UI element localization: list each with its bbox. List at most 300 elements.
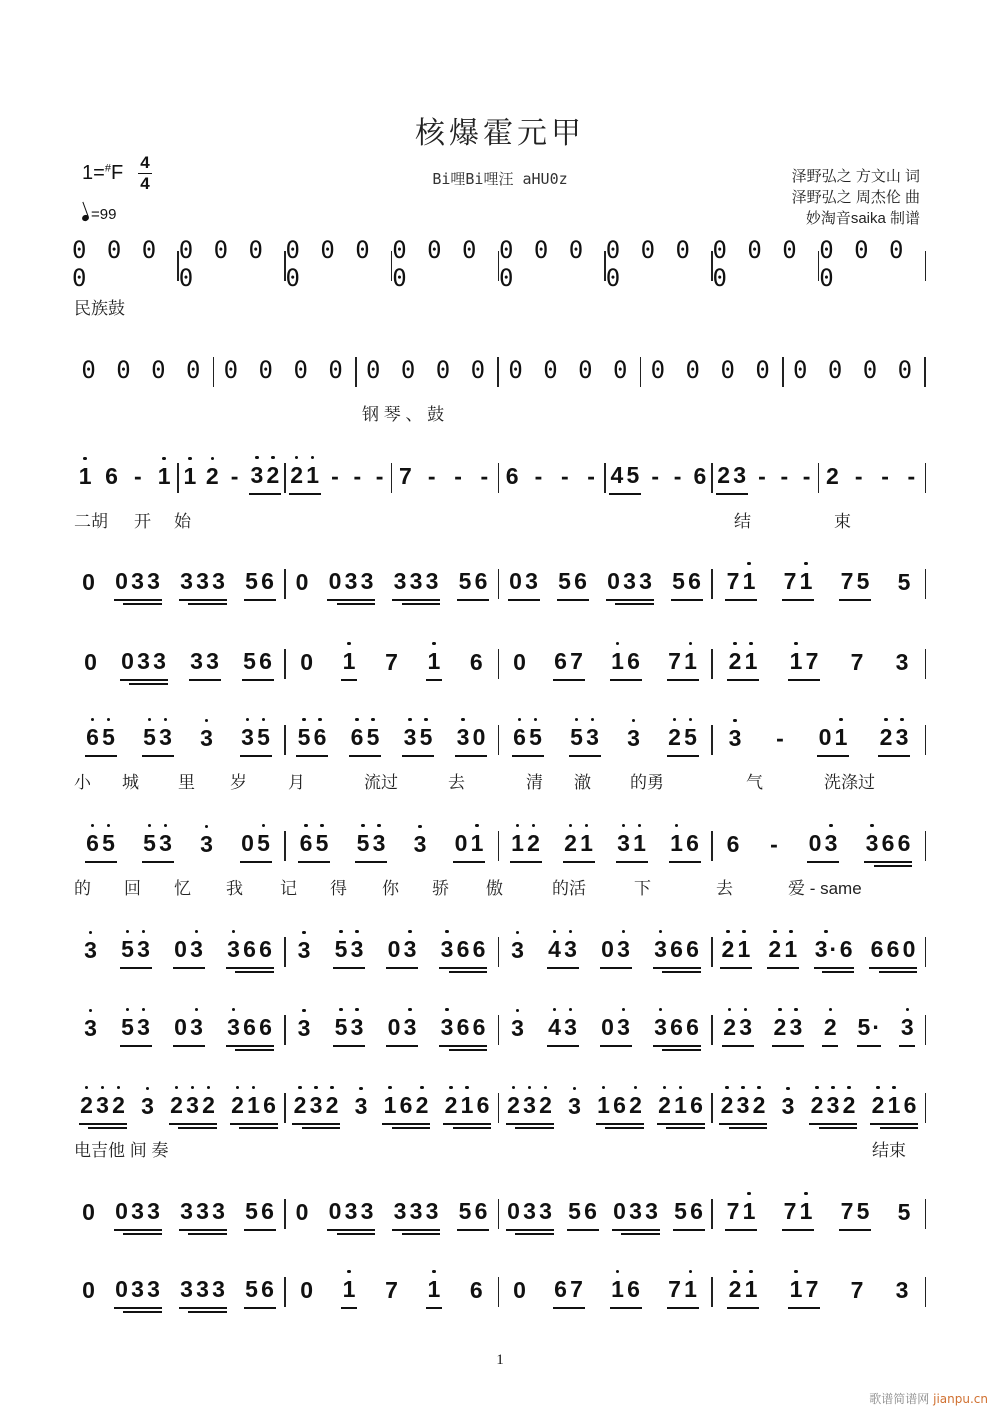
beat-group xyxy=(647,463,663,494)
beat-group xyxy=(468,1277,484,1308)
note: 2 xyxy=(629,1091,642,1118)
note: 2 xyxy=(658,1091,671,1118)
note: 1 xyxy=(789,1275,803,1302)
staff-row xyxy=(72,644,926,684)
note: 3 xyxy=(728,724,742,751)
note: 2 xyxy=(879,723,893,750)
note: 1 xyxy=(834,723,848,750)
beat-group xyxy=(327,1198,375,1231)
note: 1 xyxy=(597,1091,610,1118)
note: 6 xyxy=(313,723,327,750)
note: 2 xyxy=(290,461,304,488)
note: 3 xyxy=(617,935,630,962)
note: 3 xyxy=(440,935,454,962)
note: 1 xyxy=(427,647,441,674)
note: 3 xyxy=(627,724,640,751)
note: 5 xyxy=(674,1197,687,1224)
beat-group xyxy=(182,463,198,494)
beat-group xyxy=(772,725,788,756)
beat-group xyxy=(114,1276,162,1309)
beat-group xyxy=(230,1092,278,1125)
note: 3 xyxy=(241,723,254,750)
note: 5 xyxy=(257,723,270,750)
lyric-text: 清 xyxy=(526,773,543,792)
lyric-text: 去 xyxy=(448,773,465,792)
note: 1 xyxy=(684,1275,697,1302)
barline xyxy=(925,649,927,679)
note: 5 xyxy=(257,829,270,856)
lyrics-line xyxy=(74,294,924,318)
beat-group xyxy=(727,1276,759,1309)
measure xyxy=(606,458,711,498)
note: 3 xyxy=(350,1013,364,1040)
beat-group xyxy=(583,463,599,494)
note: 2 xyxy=(527,829,540,856)
note: 7 xyxy=(805,647,819,674)
note: 5 xyxy=(626,461,640,488)
beat-group xyxy=(294,569,310,600)
beat-group xyxy=(557,463,573,494)
barline xyxy=(925,1093,927,1123)
note: 0 xyxy=(82,1276,95,1303)
beat-group xyxy=(382,1092,430,1125)
note: 5 xyxy=(672,567,685,594)
beat-group xyxy=(114,1198,162,1231)
note: 3 xyxy=(196,1275,209,1302)
note: 5 xyxy=(334,935,348,962)
beat-group xyxy=(103,463,119,494)
note: 3 xyxy=(440,1013,454,1040)
note: 0 xyxy=(300,1276,314,1303)
beat-group xyxy=(130,463,146,494)
note: 0 xyxy=(902,935,916,962)
beat-group xyxy=(878,724,910,757)
beat-group xyxy=(189,648,221,681)
beat-group xyxy=(81,1277,97,1308)
lyric-text: 钢 琴 、 鼓 xyxy=(362,405,445,424)
credits xyxy=(792,166,920,229)
note: 4 xyxy=(610,461,624,488)
note: 6 xyxy=(627,647,640,674)
note: 3 xyxy=(196,1197,209,1224)
note: 0 xyxy=(328,1197,342,1224)
measure xyxy=(72,1010,284,1050)
beat-group xyxy=(670,463,686,494)
note: 7 xyxy=(668,1275,681,1302)
beat-group xyxy=(327,568,375,601)
beat-group xyxy=(240,830,272,863)
note: 7 xyxy=(570,1275,583,1302)
note: 0 xyxy=(328,567,342,594)
note: 1 xyxy=(78,462,92,489)
note: 3 xyxy=(539,1197,552,1224)
staff-row xyxy=(72,236,926,292)
note: 3 xyxy=(523,1197,536,1224)
measure xyxy=(392,458,497,498)
beat-group xyxy=(199,725,215,756)
lyricist-credit: 泽野弘之 方文山 词 xyxy=(791,168,920,185)
lyric-text: 记 xyxy=(280,879,297,898)
measure xyxy=(179,458,284,498)
measure xyxy=(712,236,818,292)
beat-group xyxy=(226,936,274,969)
note: 3 xyxy=(200,830,213,857)
beat-group xyxy=(457,1198,489,1231)
beat-group: 0 0 0 0 xyxy=(499,236,587,292)
note: 0 xyxy=(84,648,97,675)
note: 2 xyxy=(826,462,839,489)
beat-group xyxy=(896,569,912,600)
note: 2 xyxy=(871,1091,885,1118)
note: 6 xyxy=(261,1275,274,1302)
note: 3 xyxy=(895,648,909,675)
note: 2 xyxy=(539,1091,552,1118)
note: 3 xyxy=(511,936,524,963)
note: 1 xyxy=(183,462,197,489)
note: 3 xyxy=(190,935,203,962)
beat-group xyxy=(355,830,387,863)
note: 3 xyxy=(159,829,172,856)
note: 0 xyxy=(387,935,401,962)
note: 5 xyxy=(356,829,370,856)
note: 7 xyxy=(850,1276,864,1303)
beat-group xyxy=(903,463,919,494)
measure xyxy=(72,1194,284,1234)
note: 1 xyxy=(799,567,813,594)
note: 2 xyxy=(810,1091,824,1118)
beat-group xyxy=(809,1092,857,1125)
note: 0 xyxy=(607,567,620,594)
beat-group xyxy=(443,1092,491,1125)
note: 3 xyxy=(456,723,470,750)
note: 3 xyxy=(212,1197,225,1224)
note: 0 xyxy=(613,1197,626,1224)
note: 3 xyxy=(186,1091,199,1118)
beat-group xyxy=(782,1198,814,1231)
note: 1 xyxy=(742,567,756,594)
note: 0 xyxy=(513,1276,526,1303)
lyrics-line xyxy=(74,874,924,898)
beat-group xyxy=(292,1092,340,1125)
note: 3 xyxy=(360,1197,374,1224)
note: 3 xyxy=(623,567,636,594)
beat-group xyxy=(453,830,485,863)
note: 6 xyxy=(686,1013,699,1040)
note: 1 xyxy=(247,1091,260,1118)
beat-group xyxy=(468,649,484,680)
beat-group xyxy=(179,568,227,601)
note: 5 xyxy=(121,1013,134,1040)
note: 3 xyxy=(297,936,311,963)
beat-group xyxy=(894,649,910,680)
measure xyxy=(499,644,711,684)
measure xyxy=(286,458,391,498)
note: 2 xyxy=(231,1091,244,1118)
beat-group xyxy=(140,1093,156,1124)
note: 3 xyxy=(617,829,630,856)
lyric-text: 的 xyxy=(74,879,91,898)
lyrics-line xyxy=(74,507,924,531)
lyric-text: 你 xyxy=(382,879,399,898)
note: 3 xyxy=(212,1275,225,1302)
beat-group xyxy=(240,724,272,757)
beat-group xyxy=(120,936,152,969)
note: 5 xyxy=(102,723,115,750)
beat-group xyxy=(299,1277,315,1308)
note: 2 xyxy=(170,1091,183,1118)
note: 3 xyxy=(147,567,160,594)
note: 3 xyxy=(297,1014,311,1041)
key-note: F xyxy=(110,162,124,184)
note: 5 xyxy=(334,1013,348,1040)
beat-group xyxy=(567,1198,599,1231)
lyric-text: 开 xyxy=(134,512,151,531)
note: - xyxy=(881,462,889,489)
note: 6 xyxy=(686,935,699,962)
note: 6 xyxy=(263,1091,276,1118)
beat-group: 0 0 0 0 xyxy=(650,356,773,384)
beat-group xyxy=(767,936,799,969)
note: 1 xyxy=(580,829,593,856)
beat-group xyxy=(510,1015,526,1046)
note: 0 xyxy=(300,648,314,675)
beat-group xyxy=(455,724,487,757)
measure xyxy=(713,1088,925,1128)
note: 5 xyxy=(315,829,329,856)
note: 3 xyxy=(403,723,417,750)
lyric-text: 爱 - same xyxy=(788,879,862,898)
measure xyxy=(72,644,284,684)
measure xyxy=(499,352,640,392)
note: 3 xyxy=(568,1092,581,1119)
beat-group xyxy=(426,1276,442,1309)
note: 0 xyxy=(295,568,309,595)
note: 3 xyxy=(350,935,364,962)
beat-group xyxy=(788,648,820,681)
beat-group xyxy=(179,1276,227,1309)
beat-group xyxy=(671,568,703,601)
note: 4 xyxy=(548,935,561,962)
lyric-text: 里 xyxy=(178,773,195,792)
note: - xyxy=(758,462,766,489)
beat-group xyxy=(289,462,321,495)
lyric-text: 电吉他 间 奏 xyxy=(74,1141,169,1160)
note: 3 xyxy=(409,1197,423,1224)
note: 2 xyxy=(293,1091,307,1118)
beat-group: 0 0 0 0 xyxy=(178,236,266,292)
note: 6 xyxy=(554,1275,567,1302)
measure xyxy=(713,458,818,498)
note: 0 xyxy=(174,935,187,962)
beat-group xyxy=(85,830,117,863)
measure xyxy=(286,1272,498,1312)
note: 3 xyxy=(137,1013,150,1040)
note: 3 xyxy=(629,1197,642,1224)
note: 3 xyxy=(781,1092,795,1119)
lyrics-line xyxy=(74,1136,924,1160)
note: 6 xyxy=(476,1091,490,1118)
beat-group xyxy=(822,1014,838,1047)
beat-group xyxy=(512,649,528,680)
beat-group xyxy=(839,568,871,601)
watermark: 歌谱简谱网 jianpu.cn xyxy=(869,1392,988,1406)
note: - xyxy=(454,462,462,489)
barline xyxy=(925,1277,927,1307)
note: 6 xyxy=(299,829,313,856)
staff-row xyxy=(72,1088,926,1128)
measure xyxy=(286,932,498,972)
note: 5 · xyxy=(858,1014,880,1041)
measure xyxy=(819,458,924,498)
note: 1 xyxy=(460,1091,474,1118)
measure xyxy=(72,236,177,292)
staff-row xyxy=(72,1010,926,1050)
note: 7 xyxy=(385,1276,398,1303)
note: 3 xyxy=(137,647,150,674)
note: 2 xyxy=(842,1091,856,1118)
note: 3 xyxy=(403,935,417,962)
note: - xyxy=(673,462,682,489)
note: 5 xyxy=(143,829,156,856)
beat-group xyxy=(849,1277,865,1308)
measure xyxy=(72,352,213,392)
note: 3 xyxy=(739,1013,753,1040)
measure xyxy=(72,1088,284,1128)
note: - xyxy=(375,462,384,489)
note: 6 xyxy=(472,935,486,962)
beat-group xyxy=(553,1276,585,1309)
note: 5 xyxy=(529,723,542,750)
barline xyxy=(925,1015,927,1045)
note: 0 xyxy=(241,829,254,856)
measure xyxy=(286,564,498,604)
note: 7 xyxy=(783,1197,797,1224)
beat-group xyxy=(372,463,388,494)
note: 3 xyxy=(344,567,358,594)
measure xyxy=(713,564,925,604)
note: - xyxy=(331,462,339,489)
beat-group xyxy=(244,1276,276,1309)
beat-group xyxy=(877,463,893,494)
barline xyxy=(925,725,927,755)
note: 1 xyxy=(342,1275,356,1302)
note: 3 xyxy=(190,1013,203,1040)
note: 0 xyxy=(115,567,128,594)
note: - xyxy=(651,462,660,489)
note: 5 xyxy=(458,567,472,594)
note: 1 xyxy=(684,647,697,674)
beat-group xyxy=(383,1277,399,1308)
note: 3 xyxy=(250,461,264,488)
measure xyxy=(819,236,924,292)
beat-group xyxy=(606,568,654,601)
beat-group xyxy=(870,1092,918,1125)
note: 1 xyxy=(427,1275,441,1302)
note: 6 xyxy=(261,1197,274,1224)
beat-group xyxy=(673,1198,705,1231)
beat-group xyxy=(612,1198,660,1231)
note: 6 xyxy=(513,723,526,750)
beat-group xyxy=(299,649,315,680)
note: 3 xyxy=(360,567,374,594)
beat-group xyxy=(392,568,440,601)
beat-group xyxy=(383,649,399,680)
beat-group xyxy=(450,463,466,494)
note: 3 xyxy=(84,936,97,963)
beat-group xyxy=(294,1199,310,1230)
note: 6 xyxy=(686,829,699,856)
note: 1 xyxy=(737,935,751,962)
note: 3 xyxy=(344,1197,358,1224)
beat-group xyxy=(616,830,648,863)
beat-group xyxy=(457,568,489,601)
beat-group xyxy=(547,1014,579,1047)
beat-group: 0 0 0 0 xyxy=(365,356,489,384)
barline xyxy=(925,937,927,967)
beat-group xyxy=(386,936,418,969)
barline xyxy=(924,357,926,387)
note: 1 xyxy=(742,1197,756,1224)
note: 5 xyxy=(458,1197,472,1224)
beat-group xyxy=(869,936,917,969)
lyric-text: 忆 xyxy=(174,879,191,898)
beat-group xyxy=(600,1014,632,1047)
beat-group xyxy=(547,936,579,969)
note: 5 xyxy=(856,1197,870,1224)
note: 0 xyxy=(472,723,486,750)
note: 3 xyxy=(137,935,150,962)
note: 3 xyxy=(372,829,386,856)
beat-group: 0 0 0 0 xyxy=(712,236,800,292)
note: 3 xyxy=(564,935,577,962)
beat-group xyxy=(173,1014,205,1047)
note: 1 xyxy=(744,1275,758,1302)
beat-group xyxy=(725,568,757,601)
beat-group xyxy=(839,1198,871,1231)
beat-group xyxy=(83,649,99,680)
measure xyxy=(178,236,284,292)
beat-group xyxy=(512,1277,528,1308)
note: 3 xyxy=(654,935,667,962)
beat-group xyxy=(426,648,442,681)
note: 1 xyxy=(744,647,758,674)
note: 3 xyxy=(96,1091,109,1118)
barline xyxy=(925,463,927,493)
note: - xyxy=(854,462,863,489)
note: 6 xyxy=(399,1091,413,1118)
beat-group xyxy=(510,830,542,863)
beat-group xyxy=(722,1014,754,1047)
note: 6 xyxy=(105,462,118,489)
key-label: 1= xyxy=(82,162,105,184)
note: 3 xyxy=(159,723,172,750)
measure xyxy=(285,236,391,292)
note: 3 xyxy=(131,567,144,594)
beat-group xyxy=(626,725,642,756)
staff-row xyxy=(72,1272,926,1312)
note: 3 xyxy=(227,935,240,962)
beat-group xyxy=(896,1199,912,1230)
note: 6 xyxy=(690,1091,703,1118)
beat-group xyxy=(424,463,440,494)
beat-group xyxy=(600,936,632,969)
note: 3 xyxy=(147,1275,160,1302)
measure xyxy=(713,1272,925,1312)
note: 6 xyxy=(474,567,488,594)
lyric-text: 去 xyxy=(716,879,733,898)
measure xyxy=(286,826,498,866)
note: 3 xyxy=(895,723,909,750)
